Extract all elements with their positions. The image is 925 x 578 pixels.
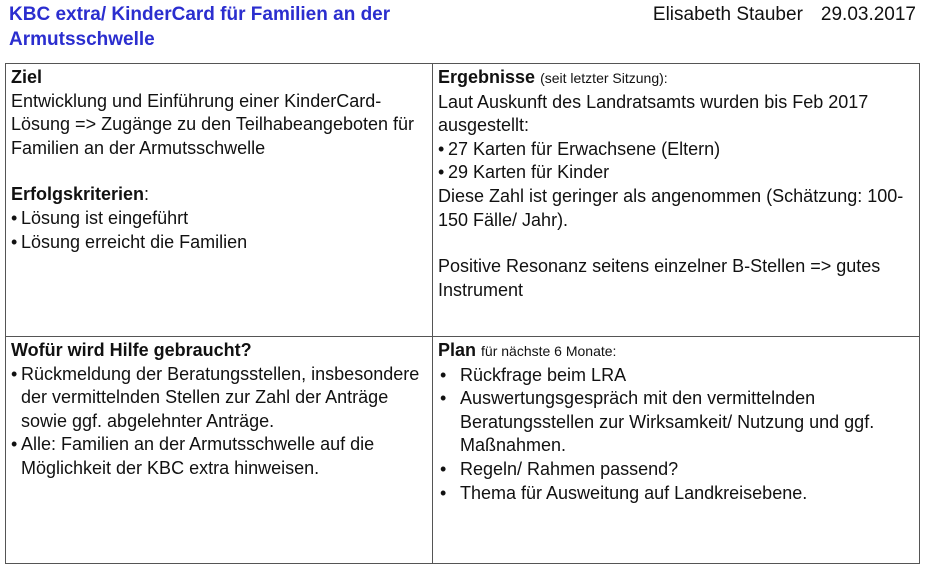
criteria-heading: Erfolgskriterien bbox=[11, 184, 145, 205]
plan-list bbox=[438, 364, 914, 506]
ergebnisse-note: Diese Zahl ist geringer als angenommen (Schätzung: 100-150 Fälle/ Jahr). bbox=[438, 185, 904, 230]
criteria-heading-line bbox=[11, 183, 427, 207]
plan-subheading: für nächste 6 Monate: bbox=[481, 343, 617, 359]
list-item: • 29 Karten für Kinder bbox=[438, 161, 914, 185]
list-item: • Lösung erreicht die Familien bbox=[11, 231, 427, 255]
ergebnisse-list bbox=[438, 138, 914, 185]
document-title: KBC extra/ KinderCard für Familien an der Armutsschwelle bbox=[9, 4, 391, 50]
criteria-list bbox=[11, 207, 427, 254]
ergebnisse-heading: Ergebnisse bbox=[438, 67, 536, 87]
criteria-colon: : bbox=[144, 184, 150, 205]
ergebnisse-cell bbox=[433, 64, 920, 337]
plan-cell bbox=[433, 337, 920, 564]
ergebnisse-intro: Laut Auskunft des Landratsamts wurden bis Feb 2017 ausgestellt: bbox=[438, 91, 869, 136]
list-item: • Regeln/ Rahmen passend? bbox=[438, 458, 914, 482]
document-header bbox=[9, 2, 916, 60]
document-meta bbox=[653, 2, 916, 27]
ergebnisse-resonance: Positive Resonanz seitens einzelner B-Stellen => gutes Instrument bbox=[438, 256, 881, 300]
ergebnisse-subheading: (seit letzter Sitzung): bbox=[540, 70, 668, 86]
ziel-text: Entwicklung und Einführung einer KinderCard-Lösung => Zugänge zu den Teilhabeangeboten für Familien an der Armutsschwelle bbox=[11, 90, 415, 158]
list-item: • 27 Karten für Erwachsene (Eltern) bbox=[438, 138, 914, 162]
author-name: Elisabeth Stauber bbox=[652, 4, 803, 25]
list-item: • Lösung ist eingeführt bbox=[11, 207, 427, 231]
list-item: • Rückmeldung der Beratungsstellen, insbesondere der vermittelnden Stellen zur Zahl der Anträge sowie ggf. abgelehnter Anträge. bbox=[11, 363, 427, 434]
ziel-heading: Ziel bbox=[11, 67, 43, 87]
list-item: • Alle: Familien an der Armutsschwelle auf die Möglichkeit der KBC extra hinweisen. bbox=[11, 433, 427, 480]
list-item: • Rückfrage beim LRA bbox=[438, 364, 914, 388]
ergebnisse-heading-line bbox=[438, 66, 914, 91]
plan-heading-line bbox=[438, 339, 914, 364]
list-item: • Auswertungsgespräch mit den vermittelnden Beratungsstellen zur Wirksamkeit/ Nutzung und ggf. Maßnahmen. bbox=[438, 387, 914, 458]
plan-heading: Plan bbox=[438, 340, 477, 360]
hilfe-cell bbox=[6, 337, 433, 564]
ziel-cell bbox=[6, 64, 433, 337]
hilfe-heading: Wofür wird Hilfe gebraucht? bbox=[11, 340, 252, 360]
status-table bbox=[5, 63, 920, 564]
hilfe-list bbox=[11, 363, 427, 481]
document-date: 29.03.2017 bbox=[820, 4, 916, 25]
list-item: • Thema für Ausweitung auf Landkreisebene. bbox=[438, 482, 914, 506]
